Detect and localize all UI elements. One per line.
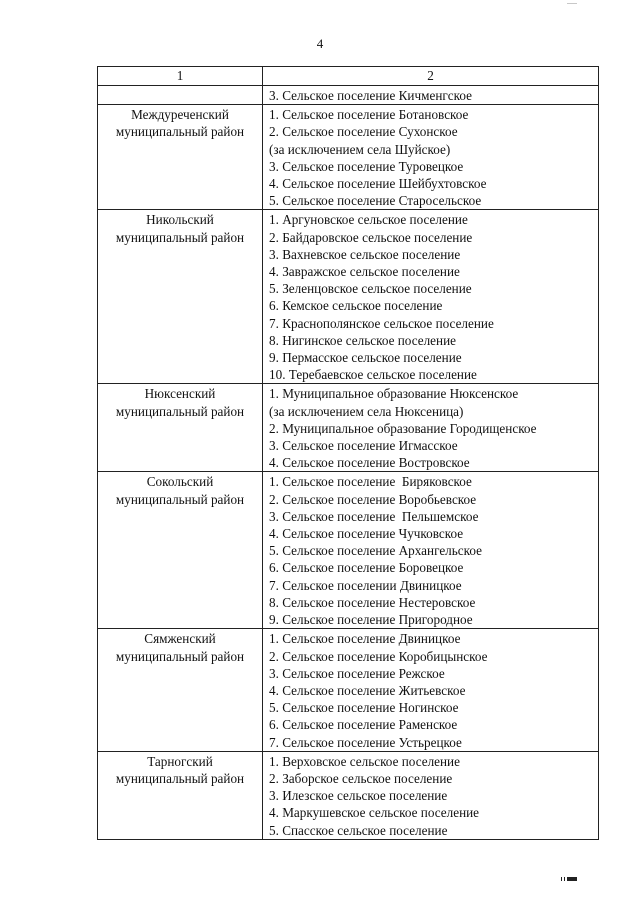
table-row: [98, 105, 599, 210]
settlement-item: 8. Сельское поселение Нестеровское: [269, 594, 476, 610]
district-cell: [98, 105, 263, 210]
district-name-line: Никольский: [146, 212, 214, 228]
settlement-item: 1. Сельское поселение Ботановское: [269, 107, 469, 123]
settlement-item: 4. Сельское поселение Востровское: [269, 455, 470, 471]
settlements-table: [97, 66, 599, 840]
district-name-line: муниципальный район: [115, 770, 245, 786]
settlements-cell: [263, 210, 599, 384]
table-row: [98, 86, 599, 105]
settlement-item: 7. Сельское поселение Устьрецкое: [269, 734, 462, 750]
settlement-item: 1. Аргуновское сельское поселение: [269, 212, 468, 228]
settlements-cell: [263, 629, 599, 751]
settlement-item: 4. Завражское сельское поселение: [269, 264, 460, 280]
district-cell: [98, 629, 263, 751]
district-cell: [98, 751, 263, 839]
settlement-item: (за исключением села Нюксеница): [269, 403, 464, 419]
settlement-item: 3. Илезское сельское поселение: [269, 788, 448, 804]
district-cell: [98, 384, 263, 472]
settlement-item: 4. Сельское поселение Шейбухтовское: [269, 176, 487, 192]
settlement-item: 2. Сельское поселение Воробьевское: [269, 491, 477, 507]
settlement-item: 4. Сельское поселение Чучковское: [269, 526, 464, 542]
district-cell: [98, 86, 263, 105]
settlement-item: 1. Сельское поселение Двиницкое: [269, 631, 461, 647]
settlement-item: 3. Сельское поселение Туровецкое: [269, 158, 464, 174]
settlement-item: 5. Зеленцовское сельское поселение: [269, 281, 472, 297]
table-row: [98, 384, 599, 472]
settlement-item: 3. Сельское поселение Кичменгское: [269, 88, 472, 103]
settlements-cell: [263, 105, 599, 210]
settlements-cell: [263, 472, 599, 629]
district-cell: [98, 210, 263, 384]
settlement-item: 2. Муниципальное образование Городищенское: [269, 420, 537, 436]
settlement-item: 6. Сельское поселение Боровецкое: [269, 560, 464, 576]
column-header-2: 2: [263, 67, 599, 86]
settlements-cell: [263, 751, 599, 839]
settlement-item: 3. Вахневское сельское поселение: [269, 246, 461, 262]
settlement-item: 2. Байдаровское сельское поселение: [269, 229, 473, 245]
district-name-line: муниципальный район: [115, 124, 245, 140]
settlement-item: (за исключением села Шуйское): [269, 141, 451, 157]
table-header-row: [98, 67, 599, 86]
district-name-line: муниципальный район: [115, 491, 245, 507]
settlement-item: 8. Нигинское сельское поселение: [269, 332, 456, 348]
district-name-line: муниципальный район: [115, 403, 245, 419]
settlement-item: 6. Сельское поселение Раменское: [269, 717, 458, 733]
settlement-item: 2. Сельское поселение Сухонское: [269, 124, 458, 140]
settlements-cell: [263, 86, 599, 105]
column-header-1: 1: [98, 67, 263, 86]
settlement-item: 5. Сельское поселение Ногинское: [269, 700, 459, 716]
settlement-item: 6. Кемское сельское поселение: [269, 298, 443, 314]
settlement-item: 5. Сельское поселение Архангельское: [269, 543, 482, 559]
district-name-line: Междуреченский: [131, 107, 229, 123]
settlements-cell: [263, 384, 599, 472]
settlement-item: 9. Сельское поселение Пригородное: [269, 612, 473, 628]
settlement-item: 3. Сельское поселение Пельшемское: [269, 508, 479, 524]
settlement-item: 7. Краснополянское сельское поселение: [269, 315, 494, 331]
settlement-item: 1. Муниципальное образование Нюксенское: [269, 386, 519, 402]
table-row: [98, 210, 599, 384]
table-row: [98, 629, 599, 751]
page-number: 4: [316, 36, 324, 51]
district-name-line: Нюксенский: [144, 386, 216, 402]
district-name-line: Сямженский: [144, 631, 216, 647]
settlement-item: 1. Сельское поселение Биряковское: [269, 474, 472, 490]
settlement-item: 7. Сельское поселении Двиницкое: [269, 577, 462, 593]
table-body: [98, 86, 599, 840]
settlement-item: 5. Сельское поселение Старосельское: [269, 193, 482, 209]
settlement-item: 2. Сельское поселение Коробицынское: [269, 648, 488, 664]
settlement-item: 9. Пермасское сельское поселение: [269, 350, 462, 366]
district-name-line: муниципальный район: [115, 648, 245, 664]
settlement-item: 4. Сельское поселение Житьевское: [269, 682, 466, 698]
scan-corner-mark: [567, 0, 577, 4]
table-row: [98, 472, 599, 629]
district-cell: [98, 472, 263, 629]
scan-footer-mark: [561, 877, 577, 881]
settlement-item: 1. Верховское сельское поселение: [269, 753, 460, 769]
settlement-item: 2. Заборское сельское поселение: [269, 770, 453, 786]
table-row: [98, 751, 599, 839]
district-name-line: Сокольский: [146, 474, 214, 490]
settlement-item: 4. Маркушевское сельское поселение: [269, 805, 480, 821]
settlement-item: 3. Сельское поселение Игмасское: [269, 438, 458, 454]
settlement-item: 3. Сельское поселение Режское: [269, 665, 445, 681]
settlement-item: 5. Спасское сельское поселение: [269, 822, 448, 838]
district-name-line: Тарногский: [147, 753, 213, 769]
settlement-item: 10. Теребаевское сельское поселение: [269, 367, 477, 383]
district-name-line: муниципальный район: [115, 229, 245, 245]
